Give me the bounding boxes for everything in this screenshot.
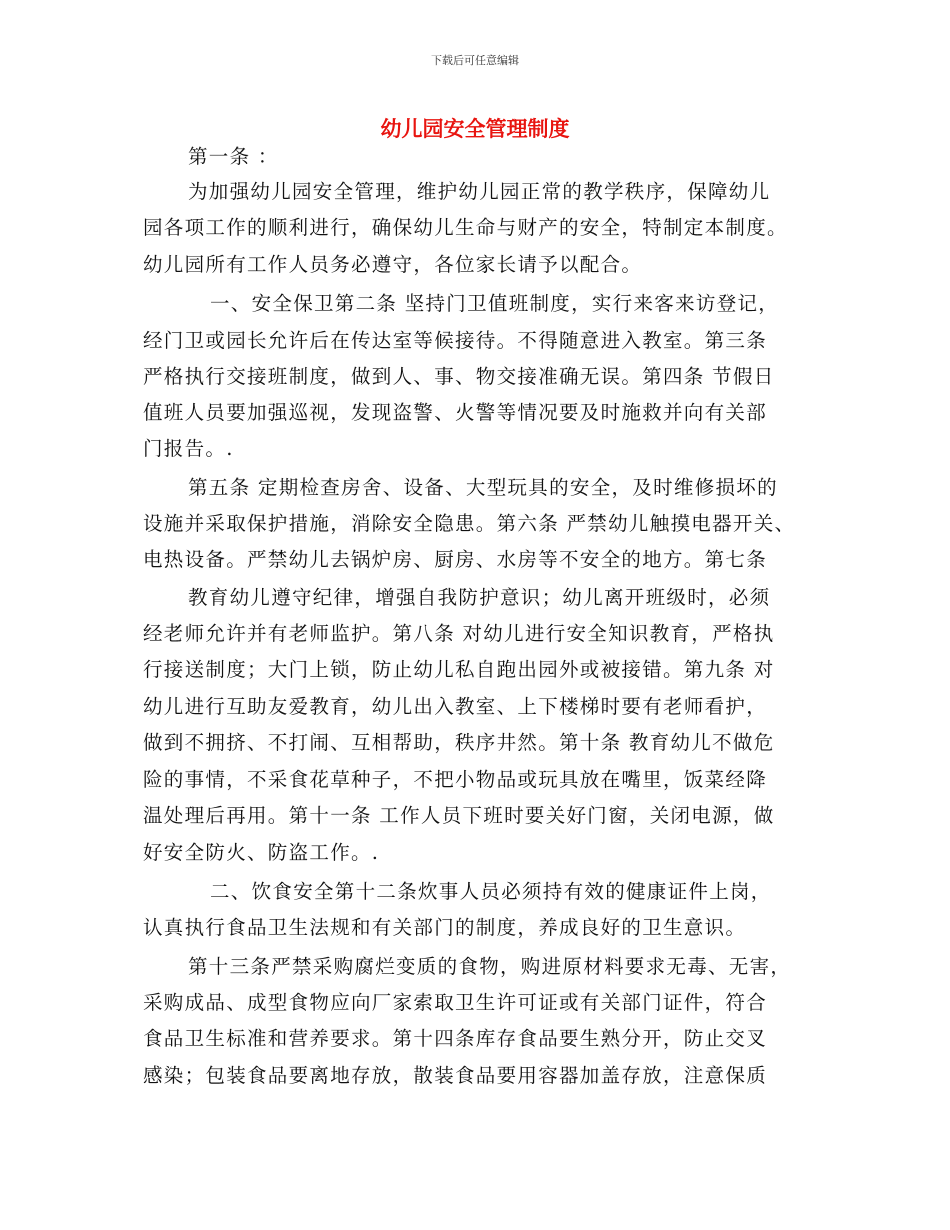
paragraph-line: 幼儿进行互助友爱教育，幼儿出入教室、上下楼梯时要有老师看护， [143, 695, 768, 718]
page-header: 下载后可任意编辑 [431, 54, 519, 67]
paragraph-line: 经老师允许并有老师监护。第八条 对幼儿进行安全知识教育，严格执 [143, 622, 775, 645]
paragraph-line: 二、饮食安全第十二条炊事人员必须持有效的健康证件上岗， [210, 880, 772, 903]
paragraph-line: 食品卫生标准和营养要求。第十四条库存食品要生熟分开，防止交叉 [143, 1027, 768, 1050]
paragraph-line: 幼儿园所有工作人员务必遵守，各位家长请予以配合。 [143, 253, 643, 276]
paragraph-line: 第十三条严禁采购腐烂变质的食物，购进原材料要求无毒、无害， [188, 955, 792, 978]
paragraph-line: 经门卫或园长允许后在传达室等候接待。不得随意进入教室。第三条 [143, 329, 768, 352]
paragraph-line: 做到不拥挤、不打闹、互相帮助，秩序井然。第十条 教育幼儿不做危 [143, 731, 775, 754]
paragraph-line: 好安全防火、防盗工作。. [143, 841, 380, 864]
document-title: 幼儿园安全管理制度 [380, 117, 570, 141]
paragraph-line: 为加强幼儿园安全管理，维护幼儿园正常的教学秩序，保障幼儿 [188, 180, 771, 203]
paragraph-line: 感染；包装食品要离地存放，散装食品要用容器加盖存放，注意保质 [143, 1064, 768, 1087]
paragraph-line: 门报告。. [143, 437, 234, 460]
paragraph-line: 电热设备。严禁幼儿去锅炉房、厨房、水房等不安全的地方。第七条 [143, 548, 768, 571]
paragraph-line: 行接送制度；大门上锁，防止幼儿私自跑出园外或被接错。第九条 对 [143, 658, 775, 681]
paragraph-line: 设施并采取保护措施，消除安全隐患。第六条 严禁幼儿触摸电器开关、 [143, 512, 796, 535]
paragraph-line: 教育幼儿遵守纪律，增强自我防护意识；幼儿离开班级时，必须 [188, 586, 771, 609]
paragraph-line: 认真执行食品卫生法规和有关部门的制度，养成良好的卫生意识。 [143, 916, 747, 939]
paragraph-line: 采购成品、成型食物应向厂家索取卫生许可证或有关部门证件，符合 [143, 991, 768, 1014]
paragraph-line: 园各项工作的顺利进行，确保幼儿生命与财产的安全，特制定本制度。 [143, 216, 788, 239]
paragraph-line: 一、安全保卫第二条 坚持门卫值班制度，实行来客来访登记， [210, 292, 780, 315]
paragraph-line: 严格执行交接班制度，做到人、事、物交接准确无误。第四条 节假日 [143, 365, 775, 388]
paragraph-line: 温处理后再用。第十一条 工作人员下班时要关好门窗，关闭电源，做 [143, 804, 775, 827]
paragraph-line: 第一条 ： [188, 145, 279, 168]
paragraph-line: 险的事情，不采食花草种子，不把小物品或玩具放在嘴里，饭菜经降 [143, 768, 768, 791]
paragraph-line: 值班人员要加强巡视，发现盗警、火警等情况要及时施救并向有关部 [143, 401, 768, 424]
paragraph-line: 第五条 定期检查房舍、设备、大型玩具的安全，及时维修损坏的 [188, 476, 778, 499]
